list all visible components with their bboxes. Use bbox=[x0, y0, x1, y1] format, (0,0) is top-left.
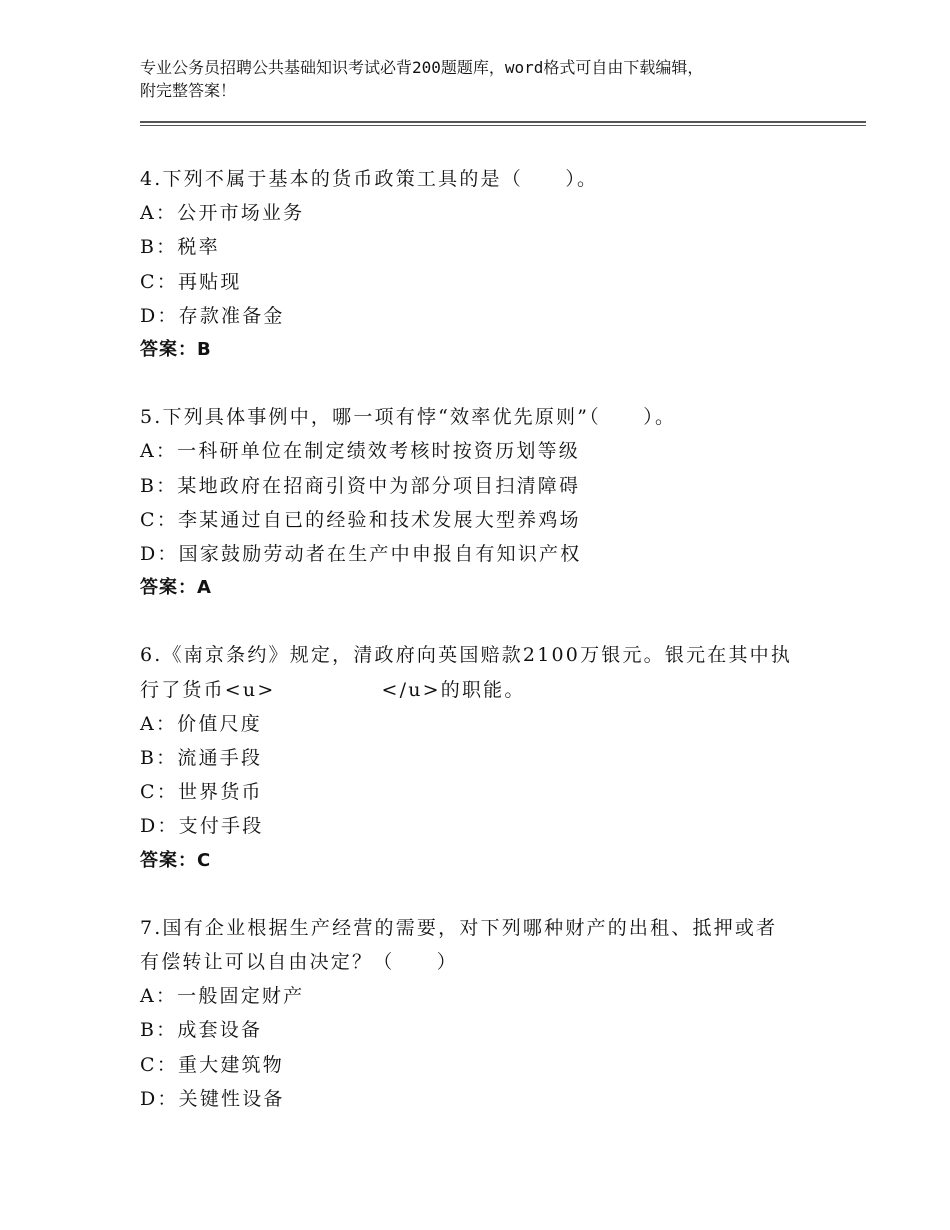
question-7 bbox=[140, 911, 840, 1116]
option-a: A：一科研单位在制定绩效考核时按资历划等级 bbox=[140, 440, 580, 463]
answer-label: 答案：C bbox=[140, 849, 212, 871]
question-4 bbox=[140, 162, 840, 367]
question-stem-line-2: 行了货币<u> </u>的职能。 bbox=[140, 678, 526, 701]
option-c: C：世界货币 bbox=[140, 781, 263, 804]
option-a: A：一般固定财产 bbox=[140, 985, 305, 1008]
option-c: C：李某通过自已的经验和技术发展大型养鸡场 bbox=[140, 508, 581, 531]
question-6 bbox=[140, 638, 840, 877]
question-stem: 4.下列不属于基本的货币政策工具的是（ ）。 bbox=[140, 168, 599, 190]
question-stem-line-1: 7.国有企业根据生产经营的需要，对下列哪种财产的出租、抵押或者 bbox=[140, 916, 778, 939]
question-stem: 5.下列具体事例中，哪一项有悖“效率优先原则”（ ）。 bbox=[140, 406, 677, 429]
question-list bbox=[140, 162, 840, 1149]
answer-label: 答案：B bbox=[140, 339, 212, 361]
option-c: C：重大建筑物 bbox=[140, 1053, 284, 1076]
answer-label: 答案：A bbox=[140, 577, 212, 599]
option-a: A：公开市场业务 bbox=[140, 202, 305, 225]
header-divider-thick bbox=[140, 121, 866, 123]
header-divider-thin bbox=[140, 125, 866, 126]
question-stem-line-1: 6.《南京条约》规定，清政府向英国赔款2100万银元。银元在其中执 bbox=[140, 644, 793, 667]
option-d: D：关键性设备 bbox=[140, 1087, 285, 1110]
option-d: D：国家鼓励劳动者在生产中申报自有知识产权 bbox=[140, 543, 582, 566]
question-5 bbox=[140, 400, 840, 605]
option-b: B：成套设备 bbox=[140, 1019, 263, 1042]
option-b: B：税率 bbox=[140, 236, 220, 259]
option-d: D：存款准备金 bbox=[140, 304, 285, 327]
option-b: B：流通手段 bbox=[140, 747, 263, 770]
option-c: C：再贴现 bbox=[140, 270, 242, 293]
document-header bbox=[140, 56, 840, 102]
header-line-1: 专业公务员招聘公共基础知识考试必背200题题库，word格式可自由下载编辑， bbox=[140, 58, 704, 77]
option-d: D：支付手段 bbox=[140, 815, 264, 838]
question-stem-line-2: 有偿转让可以自由决定？（ ） bbox=[140, 951, 459, 974]
option-a: A：价值尺度 bbox=[140, 712, 262, 735]
header-line-2: 附完整答案！ bbox=[140, 81, 237, 100]
option-b: B：某地政府在招商引资中为部分项目扫清障碍 bbox=[140, 474, 581, 497]
